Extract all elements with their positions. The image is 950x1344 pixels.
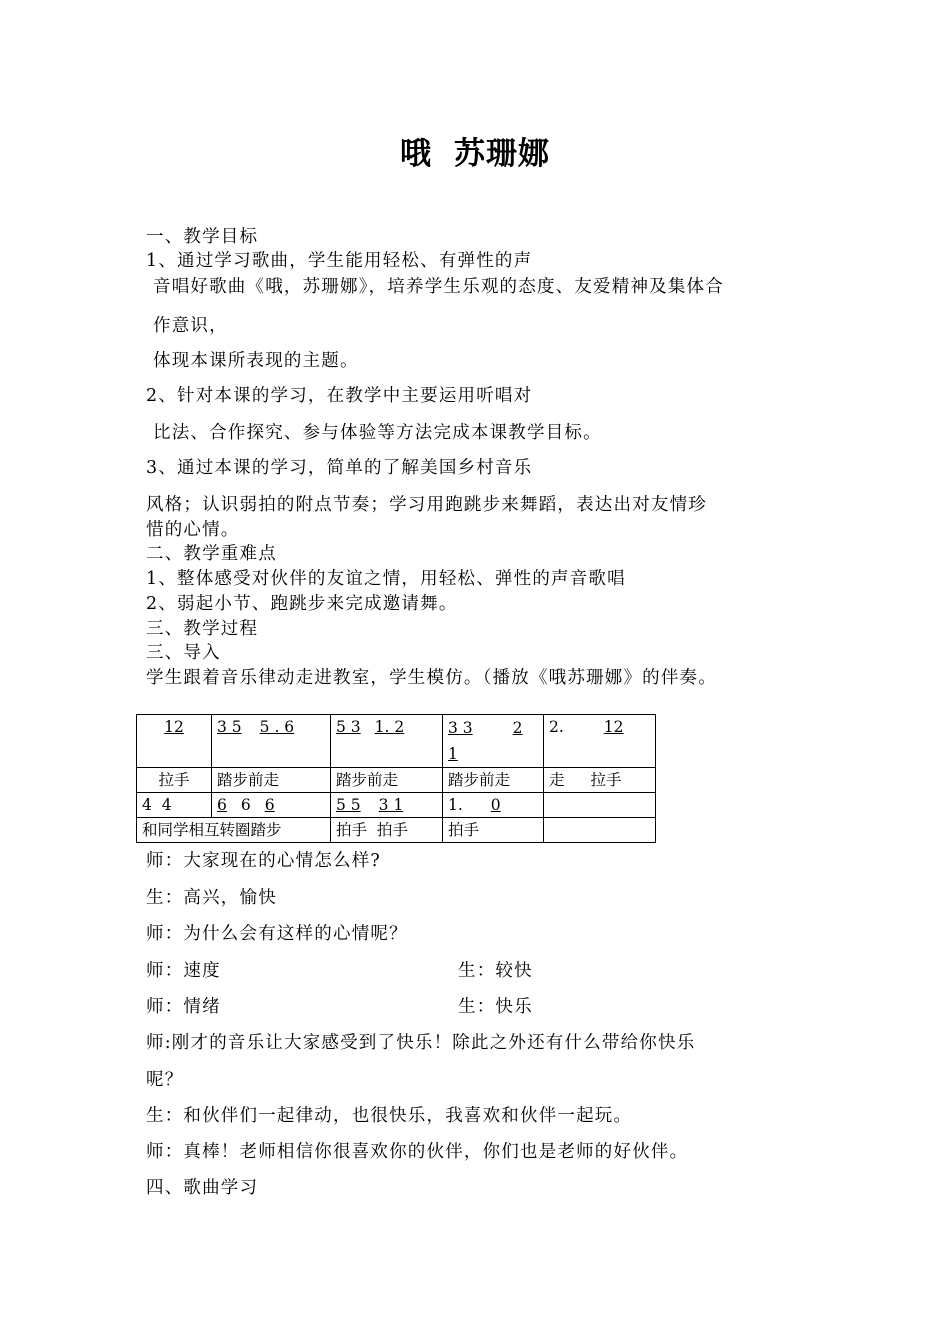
dialog-line xyxy=(146,996,846,1018)
goal-3-line-3: 惜的心情。 xyxy=(146,520,240,540)
goal-1-line-4: 体现本课所表现的主题。 xyxy=(153,351,359,371)
table-cell: 6 6 6 xyxy=(212,793,331,818)
dialog-line: 师：真棒！老师相信你很喜欢你的伙伴，你们也是老师的好伙伴。 xyxy=(146,1142,689,1162)
teacher-speed: 师：速度 xyxy=(146,961,221,981)
dialog-line: 师：大家现在的心情怎么样? xyxy=(146,851,381,871)
table-row xyxy=(137,793,656,818)
goal-1-line-1: 1、通过学习歌曲，学生能用轻松、有弹性的声 xyxy=(146,251,533,271)
dialog-line: 呢？ xyxy=(146,1070,184,1090)
table-cell: 拍手 拍手 xyxy=(331,818,443,843)
table-cell: 走 拉手 xyxy=(544,768,656,793)
table-row xyxy=(137,715,656,768)
table-cell: 5 5 3 1 xyxy=(331,793,443,818)
dialog-line: 生：和伙伴们一起律动，也很快乐，我喜欢和伙伴一起玩。 xyxy=(146,1106,633,1126)
table-cell: 5 3 1. 2 xyxy=(331,715,443,768)
section-heading-keypoints: 二、教学重难点 xyxy=(146,544,277,564)
goal-2-line-1: 2、针对本课的学习，在教学中主要运用听唱对 xyxy=(146,386,533,406)
table-row xyxy=(137,818,656,843)
section-heading-song-learning: 四、歌曲学习 xyxy=(146,1178,259,1198)
intro-text: 学生跟着音乐律动走进教室，学生模仿。（播放《哦苏珊娜》的伴奏。 xyxy=(146,668,717,688)
page-title xyxy=(0,128,950,173)
student-mood: 生：快乐 xyxy=(458,997,533,1017)
keypoint-2: 2、弱起小节、跑跳步来完成邀请舞。 xyxy=(146,594,458,614)
section-heading-process: 三、教学过程 xyxy=(146,619,259,639)
goal-3-line-1: 3、通过本课的学习，简单的了解美国乡村音乐 xyxy=(146,458,533,478)
title-part-1: 哦 xyxy=(400,136,432,172)
table-cell: 踏步前走 xyxy=(331,768,443,793)
goal-3-line-2: 风格；认识弱拍的附点节奏；学习用跑跳步来舞蹈，表达出对友情珍 xyxy=(146,495,707,515)
table-cell: 拉手 xyxy=(137,768,212,793)
table-cell: 2. 12 xyxy=(544,715,656,768)
student-speed: 生：较快 xyxy=(458,961,533,981)
table-cell: 4 4 xyxy=(137,793,212,818)
table-cell: 踏步前走 xyxy=(443,768,544,793)
section-heading-goals: 一、教学目标 xyxy=(146,227,259,247)
section-heading-intro: 三、导入 xyxy=(146,643,221,663)
goal-2-line-2: 比法、合作探究、参与体验等方法完成本课教学目标。 xyxy=(153,423,602,443)
goal-1-line-3: 作意识， xyxy=(153,316,228,336)
rhythm-table xyxy=(136,714,656,843)
table-cell: 拍手 xyxy=(443,818,544,843)
table-cell: 踏步前走 xyxy=(212,768,331,793)
keypoint-1: 1、整体感受对伙伴的友谊之情，用轻松、弹性的声音歌唱 xyxy=(146,569,626,589)
dialog-line: 师：为什么会有这样的心情呢？ xyxy=(146,924,408,944)
teacher-mood: 师：情绪 xyxy=(146,997,221,1017)
title-part-2: 苏珊娜 xyxy=(454,136,550,172)
table-cell: 和同学相互转圈踏步 xyxy=(137,818,331,843)
table-cell: 3 5 5 . 6 xyxy=(212,715,331,768)
dialog-line: 师:刚才的音乐让大家感受到了快乐！除此之外还有什么带给你快乐 xyxy=(146,1033,696,1053)
table-cell: 1. 0 xyxy=(443,793,544,818)
table-cell xyxy=(544,793,656,818)
dialog-line: 生：高兴，愉快 xyxy=(146,888,277,908)
table-row xyxy=(137,768,656,793)
dialog-line xyxy=(146,960,846,982)
table-cell xyxy=(544,818,656,843)
goal-1-line-2: 音唱好歌曲《哦，苏珊娜》，培养学生乐观的态度、友爱精神及集体合 xyxy=(153,277,724,297)
table-cell: 3 3 2 1 xyxy=(443,715,544,768)
table-cell: 12 xyxy=(137,715,212,768)
